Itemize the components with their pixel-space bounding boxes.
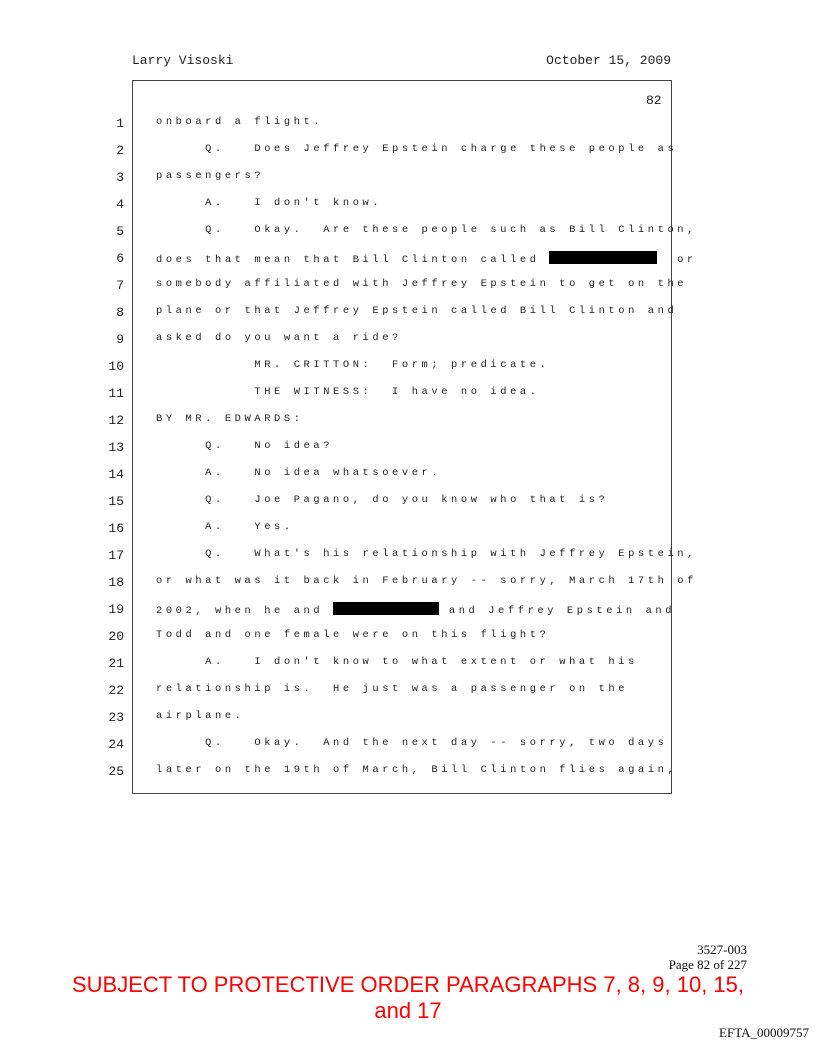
line-text [156, 413, 304, 425]
line-text-segment: passengers? [156, 170, 265, 182]
line-number: 25 [108, 764, 124, 779]
line-text-segment: A. I don't know to what extent or what his [156, 656, 638, 668]
line-text [156, 278, 687, 290]
line-text [156, 548, 697, 560]
line-text-segment: Q. What's his relationship with Jeffrey Epstein, [156, 548, 697, 560]
document-control [669, 942, 747, 972]
line-text-segment: Q. Joe Pagano, do you know who that is? [156, 494, 609, 506]
line-number: 11 [108, 386, 124, 401]
line-number: 24 [108, 737, 124, 752]
line-number: 7 [116, 278, 124, 293]
transcript-line [0, 521, 816, 548]
line-number: 15 [108, 494, 124, 509]
line-text [156, 683, 628, 695]
line-text-segment: A. No idea whatsoever. [156, 467, 442, 479]
line-number: 14 [108, 467, 124, 482]
line-text [156, 575, 697, 587]
transcript-line [0, 683, 816, 710]
line-text-segment: relationship is. He just was a passenger on the [156, 683, 629, 695]
case-code: 3527-003 [697, 942, 747, 957]
transcript-line [0, 143, 816, 170]
line-text-segment: Q. Okay. And the next day -- sorry, two days [156, 737, 668, 749]
line-text [156, 224, 697, 236]
page-of-count: Page 82 of 227 [668, 957, 747, 972]
transcript-line [0, 548, 816, 575]
line-text [156, 386, 540, 398]
line-text-segment: Q. Okay. Are these people such as Bill Clinton, [156, 224, 697, 236]
line-text-segment: later on the 19th of March, Bill Clinton flies again, [156, 764, 678, 776]
transcript-line [0, 764, 816, 791]
transcript-line [0, 224, 816, 251]
transcript-line [0, 170, 816, 197]
transcript-line [0, 116, 816, 143]
line-text-segment: BY MR. EDWARDS: [156, 413, 304, 425]
line-number: 1 [116, 116, 124, 131]
line-text-segment: or [657, 254, 697, 266]
line-text [156, 494, 608, 506]
line-number: 20 [108, 629, 124, 644]
line-number: 12 [108, 413, 124, 428]
transcript-line [0, 494, 816, 521]
line-text-segment: somebody affiliated with Jeffrey Epstein to get on the [156, 278, 688, 290]
transcript-line [0, 737, 816, 764]
line-text-segment: Q. No idea? [156, 440, 334, 452]
line-text [156, 440, 333, 452]
line-text-segment: or what was it back in February -- sorry, March 17th of [156, 575, 697, 587]
line-number: 21 [108, 656, 124, 671]
line-text-segment: THE WITNESS: I have no idea. [156, 386, 540, 398]
transcript-line [0, 413, 816, 440]
line-number: 8 [116, 305, 124, 320]
line-number: 3 [116, 170, 124, 185]
line-number: 5 [116, 224, 124, 239]
line-number: 10 [108, 359, 124, 374]
transcript-line [0, 251, 816, 278]
line-number: 2 [116, 143, 124, 158]
line-text [156, 251, 697, 266]
line-text-segment: A. Yes. [156, 521, 294, 533]
line-text-segment: asked do you want a ride? [156, 332, 402, 344]
line-number: 16 [108, 521, 124, 536]
line-number: 23 [108, 710, 124, 725]
line-text [156, 170, 264, 182]
line-text [156, 737, 667, 749]
line-text [156, 332, 402, 344]
line-text-segment: Q. Does Jeffrey Epstein charge these people as [156, 143, 678, 155]
line-text [156, 629, 549, 641]
transcript-line [0, 305, 816, 332]
transcript-line [0, 440, 816, 467]
transcript-line [0, 332, 816, 359]
line-text [156, 764, 677, 776]
transcript-line [0, 629, 816, 656]
line-text [156, 143, 677, 155]
line-number: 13 [108, 440, 124, 455]
line-text-segment: does that mean that Bill Clinton called [156, 254, 550, 266]
line-text-segment: Todd and one female were on this flight? [156, 629, 550, 641]
protective-order-notice: SUBJECT TO PROTECTIVE ORDER PARAGRAPHS 7, 8, 9, 10, 15, and 17 [71, 972, 745, 1023]
transcript-line [0, 710, 816, 737]
deposition-date: October 15, 2009 [546, 53, 671, 68]
line-text [156, 602, 675, 617]
line-text-segment: A. I don't know. [156, 197, 383, 209]
line-number: 18 [108, 575, 124, 590]
line-text [156, 467, 441, 479]
transcript-line [0, 602, 816, 629]
transcript-page-number: 82 [646, 93, 662, 108]
line-text-segment: airplane. [156, 710, 245, 722]
line-text [156, 305, 677, 317]
line-text [156, 521, 294, 533]
line-text-segment: and Jeffrey Epstein and [439, 605, 676, 617]
line-number: 17 [108, 548, 124, 563]
line-text-segment: plane or that Jeffrey Epstein called Bill Clinton and [156, 305, 678, 317]
transcript-line [0, 359, 816, 386]
line-number: 4 [116, 197, 124, 212]
redaction-box [333, 602, 439, 615]
witness-name: Larry Visoski [132, 53, 234, 68]
line-text [156, 710, 245, 722]
transcript-line [0, 467, 816, 494]
line-text-segment: onboard a flight. [156, 116, 324, 128]
line-number: 6 [116, 251, 124, 266]
line-text [156, 359, 549, 371]
line-text [156, 197, 382, 209]
transcript-line [0, 656, 816, 683]
transcript-line [0, 278, 816, 305]
line-number: 22 [108, 683, 124, 698]
redaction-box [549, 251, 657, 264]
transcript-line [0, 575, 816, 602]
bates-number: EFTA_00009757 [719, 1025, 809, 1040]
transcript-line [0, 386, 816, 413]
line-text [156, 656, 638, 668]
line-number: 9 [116, 332, 124, 347]
line-text-segment: 2002, when he and [156, 605, 334, 617]
line-text-segment: MR. CRITTON: Form; predicate. [156, 359, 550, 371]
line-text [156, 116, 323, 128]
line-number: 19 [108, 602, 124, 617]
transcript-line [0, 197, 816, 224]
